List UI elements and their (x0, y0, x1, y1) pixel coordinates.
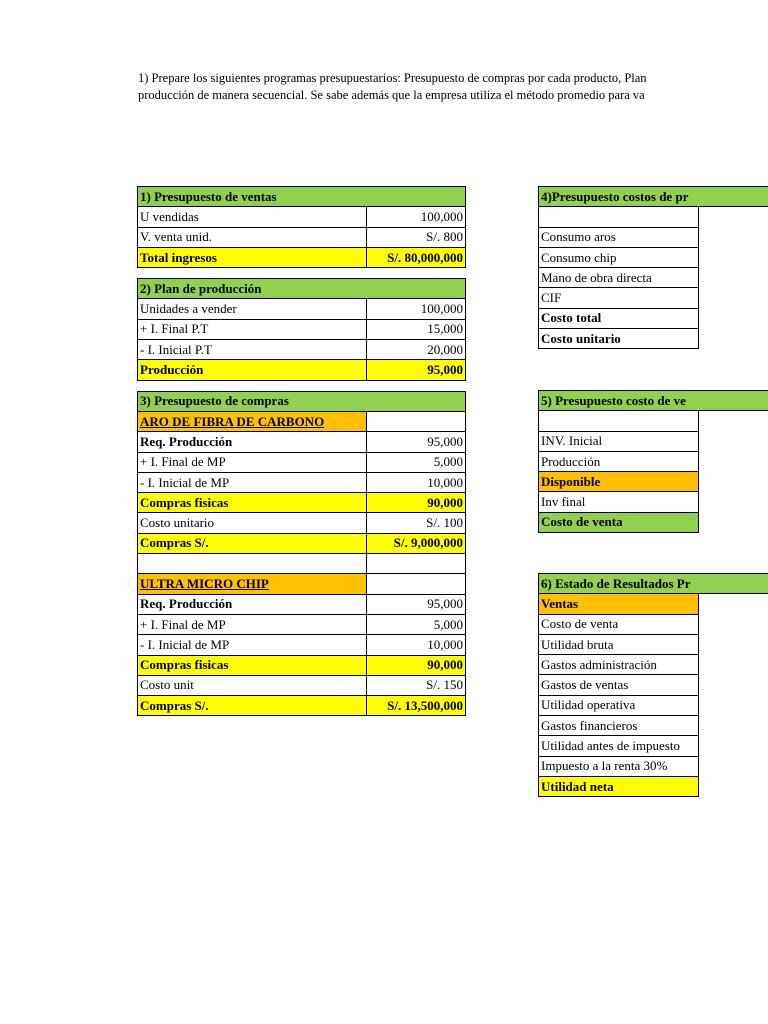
header-fill-extension (697, 186, 768, 207)
table-row (138, 207, 466, 227)
cell-label[interactable]: - I. Inicial P.T (138, 340, 367, 360)
produccion-total-row (138, 360, 466, 380)
cell-label[interactable]: Compras S/. (138, 696, 367, 716)
costos-produccion-block (538, 186, 699, 349)
intro-line-1: 1) Prepare los siguientes programas presupuestarios: Presupuesto de compras por cada producto, Plan (138, 71, 647, 85)
cell-label[interactable]: Compras fisicas (138, 655, 367, 675)
empty-cell[interactable] (367, 554, 466, 574)
table-row (138, 635, 466, 655)
empty-cell[interactable] (367, 574, 466, 594)
table-row (138, 533, 466, 553)
chip-product-name[interactable]: ULTRA MICRO CHIP (138, 574, 367, 594)
cell-value[interactable]: 95,000 (367, 594, 466, 614)
produccion-title[interactable]: 2) Plan de producción (138, 279, 466, 299)
table-row (138, 227, 466, 247)
ventas-total-row (138, 247, 466, 267)
cell-label[interactable]: Disponible (539, 472, 699, 492)
table-row (138, 472, 466, 492)
cell-label[interactable]: INV. Inicial (539, 431, 699, 451)
costo-venta-block (538, 390, 699, 533)
table-row (138, 513, 466, 533)
costo-venta-title[interactable]: 5) Presupuesto costo de ve (539, 391, 699, 411)
table-row (138, 452, 466, 472)
cell-value[interactable]: 95,000 (367, 360, 466, 380)
cell-value[interactable]: 90,000 (367, 493, 466, 513)
header-fill-extension (697, 390, 768, 411)
cell-value[interactable]: 5,000 (367, 614, 466, 634)
ventas-title-row (138, 187, 466, 207)
cell-label[interactable]: Total ingresos (138, 247, 367, 267)
cell-label[interactable]: Compras fisicas (138, 493, 367, 513)
aro-product-name[interactable]: ARO DE FIBRA DE CARBONO (138, 411, 367, 431)
table-row (138, 299, 466, 319)
spacer (138, 380, 466, 391)
cell-label[interactable]: + I. Final de MP (138, 452, 367, 472)
table-row (138, 340, 466, 360)
blank-row (138, 554, 466, 574)
cell-label[interactable]: V. venta unid. (138, 227, 367, 247)
header-fill-extension (697, 573, 768, 594)
cell-label[interactable]: Costo de venta (539, 614, 699, 634)
cell-label[interactable]: Impuesto a la renta 30% (539, 756, 699, 776)
cell-label[interactable]: + I. Final P.T (138, 319, 367, 339)
intro-line-2: producción de manera secuencial. Se sabe además que la empresa utiliza el método promedio para va (138, 88, 645, 102)
cell-value[interactable]: 90,000 (367, 655, 466, 675)
cell-label[interactable]: Utilidad antes de impuesto (539, 736, 699, 756)
empty-cell[interactable] (539, 207, 699, 227)
cell-value[interactable]: 20,000 (367, 340, 466, 360)
cell-value[interactable]: 100,000 (367, 207, 466, 227)
cell-label[interactable]: Ventas (539, 594, 699, 614)
table-row (138, 696, 466, 716)
left-sheet-block (137, 186, 466, 716)
empty-cell[interactable] (367, 411, 466, 431)
estado-resultados-block (538, 573, 699, 797)
cell-label[interactable]: Consumo aros (539, 227, 699, 247)
cell-label[interactable]: Producción (539, 451, 699, 471)
cell-value[interactable]: 15,000 (367, 319, 466, 339)
cell-label[interactable]: Costo unit (138, 675, 367, 695)
compras-title[interactable]: 3) Presupuesto de compras (138, 391, 466, 411)
aro-header-row (138, 411, 466, 431)
table-row (138, 655, 466, 675)
estado-resultados-title[interactable]: 6) Estado de Resultados Pr (539, 574, 699, 594)
cell-label[interactable]: Gastos financieros (539, 716, 699, 736)
intro-text (138, 70, 768, 104)
chip-header-row (138, 574, 466, 594)
spacer (138, 268, 466, 279)
cell-label[interactable]: Costo unitario (539, 329, 699, 349)
cell-label[interactable]: Mano de obra directa (539, 268, 699, 288)
cell-label[interactable]: Producción (138, 360, 367, 380)
cell-value[interactable]: S/. 800 (367, 227, 466, 247)
table-row (138, 493, 466, 513)
cell-label[interactable]: Utilidad neta (539, 776, 699, 796)
empty-cell[interactable] (539, 411, 699, 431)
cell-label[interactable]: Costo unitario (138, 513, 367, 533)
cell-value[interactable]: S/. 150 (367, 675, 466, 695)
cell-label[interactable]: Costo total (539, 308, 699, 328)
cell-label[interactable]: Compras S/. (138, 533, 367, 553)
cell-label[interactable]: Inv final (539, 492, 699, 512)
cell-label[interactable]: Gastos de ventas (539, 675, 699, 695)
cell-value[interactable]: S/. 13,500,000 (367, 696, 466, 716)
cell-value[interactable]: 10,000 (367, 635, 466, 655)
table-row (138, 319, 466, 339)
cell-value[interactable]: 5,000 (367, 452, 466, 472)
table-row (138, 594, 466, 614)
cell-label[interactable]: CIF (539, 288, 699, 308)
cell-label[interactable]: - I. Inicial de MP (138, 635, 367, 655)
cell-label[interactable]: U vendidas (138, 207, 367, 227)
compras-title-row (138, 391, 466, 411)
cell-label[interactable]: Req. Producción (138, 594, 367, 614)
cell-label[interactable]: Utilidad bruta (539, 634, 699, 654)
cell-label[interactable]: Gastos administración (539, 655, 699, 675)
cell-label[interactable]: Consumo chip (539, 247, 699, 267)
empty-cell[interactable] (138, 554, 367, 574)
cell-value[interactable]: S/. 9,000,000 (367, 533, 466, 553)
cell-label[interactable]: + I. Final de MP (138, 614, 367, 634)
cell-value[interactable]: S/. 100 (367, 513, 466, 533)
table-row (138, 675, 466, 695)
ventas-title[interactable]: 1) Presupuesto de ventas (138, 187, 466, 207)
produccion-title-row (138, 279, 466, 299)
cell-value[interactable]: 95,000 (367, 432, 466, 452)
table-row (138, 432, 466, 452)
cell-value[interactable]: 10,000 (367, 472, 466, 492)
cell-label[interactable]: Utilidad operativa (539, 695, 699, 715)
cell-label[interactable]: Unidades a vender (138, 299, 367, 319)
cell-value[interactable]: 100,000 (367, 299, 466, 319)
costos-produccion-title[interactable]: 4)Presupuesto costos de pr (539, 187, 699, 207)
cell-label[interactable]: Costo de venta (539, 512, 699, 532)
cell-label[interactable]: - I. Inicial de MP (138, 472, 367, 492)
cell-value[interactable]: S/. 80,000,000 (367, 247, 466, 267)
cell-label[interactable]: Req. Producción (138, 432, 367, 452)
table-row (138, 614, 466, 634)
